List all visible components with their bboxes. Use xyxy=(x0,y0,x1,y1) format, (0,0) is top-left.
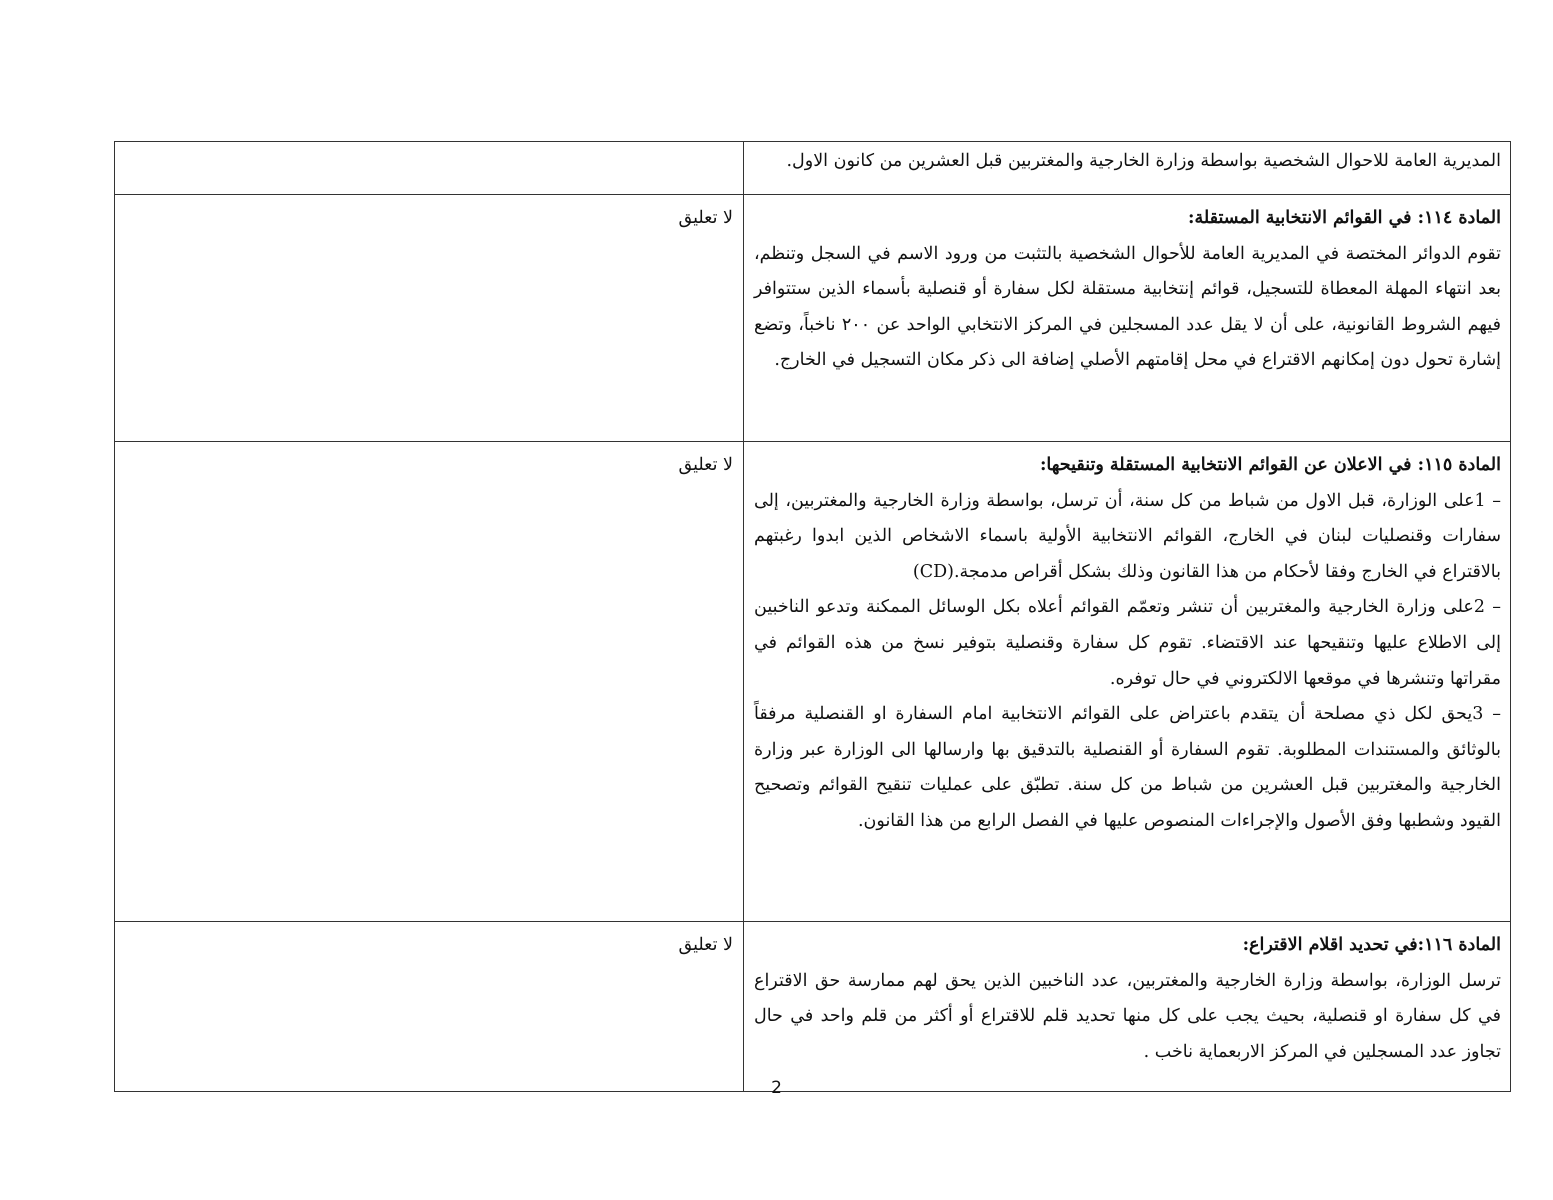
article-text-cell xyxy=(744,195,1511,442)
comment-cell xyxy=(115,442,744,922)
articles-table xyxy=(114,141,1511,1092)
page-number: 2 xyxy=(771,1078,782,1098)
article-paragraph: تقوم الدوائر المختصة في المديرية العامة للأحوال الشخصية بالتثبت من ورود الاسم في السجل وتنظم، بعد انتهاء المهلة المعطاة للتسجيل، قوائم إنتخابية مستقلة لكل سفارة أو قنصلية بأسماء الذين ستتوافر فيهم الشروط القانونية، على أن لا يقل عدد المسجلين في المركز الانتخابي الواحد عن ٢٠٠ ناخباً، وتضع إشارة تحول دون إمكانهم الاقتراع في محل إقامتهم الأصلي إضافة الى ذكر مكان التسجيل في الخارج. xyxy=(754,243,1502,371)
comment-text: لا تعليق xyxy=(678,935,733,955)
article-title: المادة ١١٥: في الاعلان عن القوائم الانتخابية المستقلة وتنقيحها: xyxy=(1039,455,1501,475)
article-title: المادة ١١٤: في القوائم الانتخابية المستقلة: xyxy=(1187,208,1501,228)
article-paragraph: – 2على وزارة الخارجية والمغتربين أن تنشر وتعمّم القوائم أعلاه بكل الوسائل الممكنة وتدعو الناخبين إلى الاطلاع عليها وتنقيحها عند الاقتضاء. تقوم كل سفارة وقنصلية بتوفير نسخ من هذه القوائم في مقراتها وتنشرها في موقعها الالكتروني في حال توفره. xyxy=(754,597,1501,689)
article-text-cell xyxy=(744,142,1511,195)
comment-text: لا تعليق xyxy=(678,455,733,475)
article-title: المادة ١١٦:في تحديد اقلام الاقتراع: xyxy=(1242,935,1501,955)
table-row xyxy=(115,195,1511,442)
comment-cell xyxy=(115,142,744,195)
article-paragraph: ترسل الوزارة، بواسطة وزارة الخارجية والمغتربين، عدد الناخبين الذين يحق لهم ممارسة حق الاقتراع في كل سفارة او قنصلية، بحيث يجب على كل منها تحديد قلم للاقتراع أو أكثر من قلم واحد في حال تجاوز عدد المسجلين في المركز الاربعماية ناخب . xyxy=(754,970,1501,1062)
comment-cell xyxy=(115,195,744,442)
article-text-cell xyxy=(744,922,1511,1092)
article-paragraph: – 1على الوزارة، قبل الاول من شباط من كل سنة، أن ترسل، بواسطة وزارة الخارجية والمغتربين، إلى سفارات وقنصليات لبنان في الخارج، القوائم الانتخابية الأولية باسماء الاشخاص الذين ابدوا رغبتهم بالاقتراع في الخارج وفقا لأحكام من هذا القانون وذلك بشكل أقراص مدمجة.(CD) xyxy=(754,490,1501,582)
table-row xyxy=(115,142,1511,195)
article-text-cell xyxy=(744,442,1511,922)
table-row xyxy=(115,922,1511,1092)
article-paragraph: – 3يحق لكل ذي مصلحة أن يتقدم باعتراض على القوائم الانتخابية امام السفارة او القنصلية مرفقاً بالوثائق والمستندات المطلوبة. تقوم السفارة أو القنصلية بالتدقيق بها وارسالها الى الوزارة عبر وزارة الخارجية والمغتربين قبل العشرين من شباط من كل سنة. تطبّق على عمليات تنقيح القوائم وتصحيح القيود وشطبها وفق الأصول والإجراءات المنصوص عليها في الفصل الرابع من هذا القانون. xyxy=(754,704,1501,831)
table-row xyxy=(115,442,1511,922)
article-paragraph: المديرية العامة للاحوال الشخصية بواسطة وزارة الخارجية والمغتربين قبل العشرين من كانون الاول. xyxy=(786,151,1501,171)
comment-cell xyxy=(115,922,744,1092)
comment-text: لا تعليق xyxy=(678,208,733,228)
